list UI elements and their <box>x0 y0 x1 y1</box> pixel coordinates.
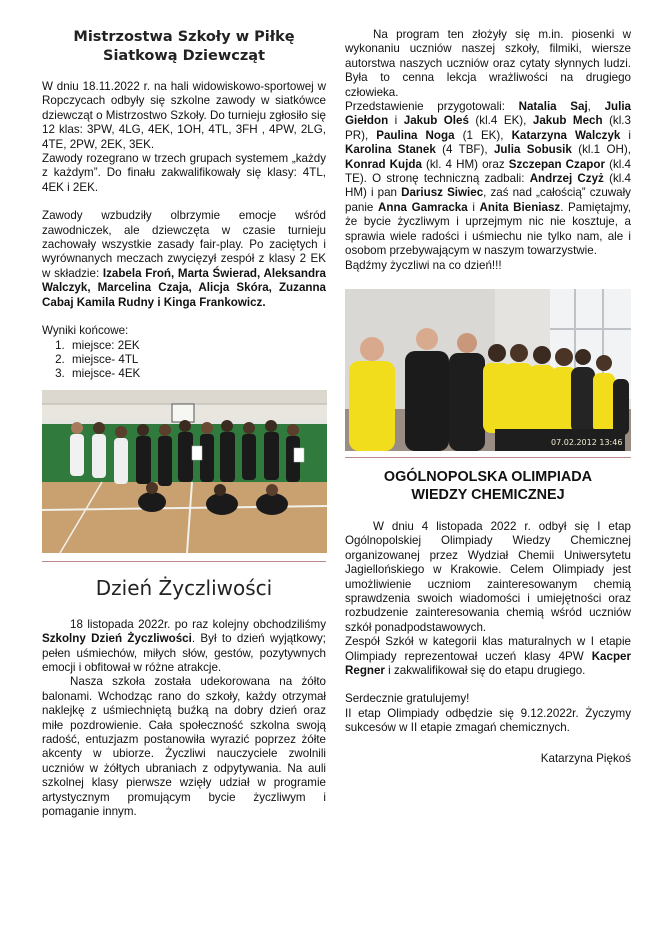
result-item: 1. miejsce: 2EK <box>68 339 326 353</box>
olympiad-paragraph-2: Zespół Szkół w kategorii klas maturalnych w I etapie Olimpiady reprezentował uczeń klasy 4PW Kacper Regner i zakwalifikował się do etapu drugiego. <box>345 635 631 677</box>
kindness-closing-line: Bądźmy życzliwi na co dzień!!! <box>345 258 502 272</box>
volleyball-paragraph-1: W dniu 18.11.2022 r. na hali widowiskowo-sportowej w Ropczycach odbyły się szkolne zawody w siatkówce dziewcząt o Mistrzostwo Szkoły. Do turnieju zgłosiło się 12 klas: 3PW, 4LG, 4EK, 1OH, 4TL, 3FH , 4PW, 2LG, 4TE, 2PW, 2EK, 3EK. <box>42 80 326 151</box>
volleyball-team-photo <box>42 390 327 553</box>
kindness-paragraph-3: Na program ten złożyły się m.in. piosenki w wykonaniu uczniów naszej szkoły, filmiki, wiersze autorstwa naszych uczniów oraz cytaty słynnych ludzi. Była to cenna lekcja wrażliwości na drugiego człowieka. <box>345 28 631 99</box>
winning-team-names: Izabela Froń, Marta Świerad, Aleksandra Walczyk, Marcelina Czaja, Alicja Skóra, Zuzanna Cabaj Kamila Rudny i Kinga Frankowicz. <box>42 266 326 309</box>
olympiad-paragraph-3: II etap Olimpiady odbędzie się 9.12.2022r. Życzymy sukcesów w II etapie zmagań chemicznych. <box>345 706 631 735</box>
kindness-day-title: Dzień Życzliwości <box>95 575 273 600</box>
results-label: Wyniki końcowe: <box>42 324 129 338</box>
section-divider <box>345 457 631 458</box>
volleyball-paragraph-3: Zawody wzbudziły olbrzymie emocje wśród zawodniczek, ale dziewczęta w czasie turnieju zachowały wszystkie zasady fair-play. Po zaciętych i wyrównanych meczach zwycięzył zespół z klasy 2 EK w składzie: Izabela Froń, Marta Świerad, Aleksandra Walczyk, Marcelina Czaja, Alicja Skóra, Zuzanna Cabaj Kamila Rudny i Kinga Frankowicz. <box>42 209 326 309</box>
author-signature: Katarzyna Piękoś <box>540 751 631 765</box>
right-column <box>345 28 631 766</box>
left-column <box>42 28 326 819</box>
photo-timestamp: 07.02.2012 13:46 <box>551 437 623 447</box>
kindness-paragraph-1: 18 listopada 2022r. po raz kolejny obchodziliśmy Szkolny Dzień Życzliwości. Był to dzień wyjątkowy; pełen uśmiechów, miłych słów, gestów, pozytywnych emocji i obfitował w różne atrakcje. <box>42 617 326 674</box>
volleyball-paragraph-2: Zawody rozegrano w trzech grupach systemem „każdy z każdym”. Do finału zakwalifikowały się klasy: 4TL, 4EK i 2EK. <box>42 152 326 194</box>
volleyball-article-title: Mistrzostwa Szkoły w Piłkę Siatkową Dziewcząt <box>73 29 295 64</box>
olympiad-paragraph-1: W dniu 4 listopada 2022 r. odbył się I etap Ogólnopolskiej Olimpiady Wiedzy Chemicznej organizowanej przez Wydział Chemii Uniwersytetu Jagiellońskiego w Krakowie. Celem Olimpiady jest umożliwienie uczniom zainteresowanym chemią sprawdzenia swoich wiadomości i umiejętności oraz rozbudzenie zainteresowania chemią wśród uczniów szkół ponadpodstawowych. <box>345 519 631 634</box>
chemistry-olympiad-title: OGÓLNOPOLSKA OLIMPIADA WIEDZY CHEMICZNEJ <box>383 468 593 503</box>
kindness-credits-paragraph: Przedstawienie przygotowali: Natalia Saj, Julia Giełdon i Jakub Oleś (kl.4 EK), Jakub Mech (kl.3 PR), Paulina Noga (1 EK), Katarzyna Walczyk i Karolina Stanek (4 TBF), Julia Sobusik (kl.1 OH), Konrad Kujda (kl. 4 HM) oraz Szczepan Czapor (kl.4 TE). O stronę techniczną zadbali: Andrzej Czyż (kl.4 HM) i pan Dariusz Siwiec, zaś nad „całością” czuwały panie Anna Gamracka i Anita Bieniasz. Pamiętajmy, że bycie życzliwym i uprzejmym nic nie kosztuje, a sprawia wiele radości i uśmiechu nie tylko nam, ale i osobom przebywającym w naszym towarzystwie. <box>345 100 631 258</box>
kindness-paragraph-2: Nasza szkoła została udekorowana na żółto balonami. Wchodząc rano do szkoły, każdy otrzymał naklejkę z uśmiechniętą buźką na dobry dzień oraz miłe pozdrowienie. Cała społeczność szkolna swoją radość, entuzjazm postanowiła wyrazić poprzez żółte akcenty w ubiorze. Życzliwi nauczyciele zwolnili uczniów w żółtych ubraniach z odpytywania. Na auli szkolnej klasy pierwsze wzięły udział w programie artystycznym promującym bycie życzliwym i pomaganie innym. <box>42 675 326 818</box>
olympiad-congrats: Serdecznie gratulujemy! <box>345 692 470 706</box>
kindness-day-photo <box>345 289 631 451</box>
result-item: 2. miejsce- 4TL <box>68 353 326 367</box>
results-list <box>42 339 326 382</box>
section-divider <box>42 561 326 562</box>
result-item: 3. miejsce- 4EK <box>68 367 326 381</box>
